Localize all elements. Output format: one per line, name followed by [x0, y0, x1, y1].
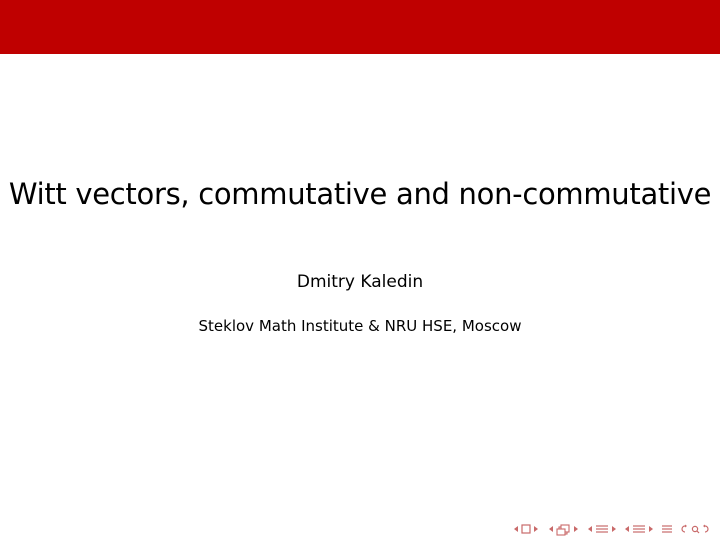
beamer-navigation-bar [513, 521, 710, 537]
presentation-nav-icon[interactable] [624, 523, 654, 535]
appendix-nav-icon[interactable] [661, 523, 673, 535]
section-nav-icon[interactable] [587, 523, 617, 535]
author-name: Dmitry Kaledin [296, 272, 424, 292]
presentation-nav[interactable] [624, 523, 654, 535]
appendix-nav[interactable] [661, 523, 673, 535]
author-institute: Steklov Math Institute & NRU HSE, Moscow [198, 317, 522, 335]
search-back-forward-icon[interactable] [680, 523, 710, 535]
subsection-nav[interactable] [548, 522, 580, 536]
slide-title: Witt vectors, commutative and non-commutative [8, 177, 712, 211]
section-nav[interactable] [587, 523, 617, 535]
header-bar [0, 0, 720, 54]
subsection-nav-icon[interactable] [548, 522, 580, 536]
frame-nav[interactable] [513, 523, 541, 535]
frame-nav-icon[interactable] [513, 523, 541, 535]
search-back-forward[interactable] [680, 523, 710, 535]
